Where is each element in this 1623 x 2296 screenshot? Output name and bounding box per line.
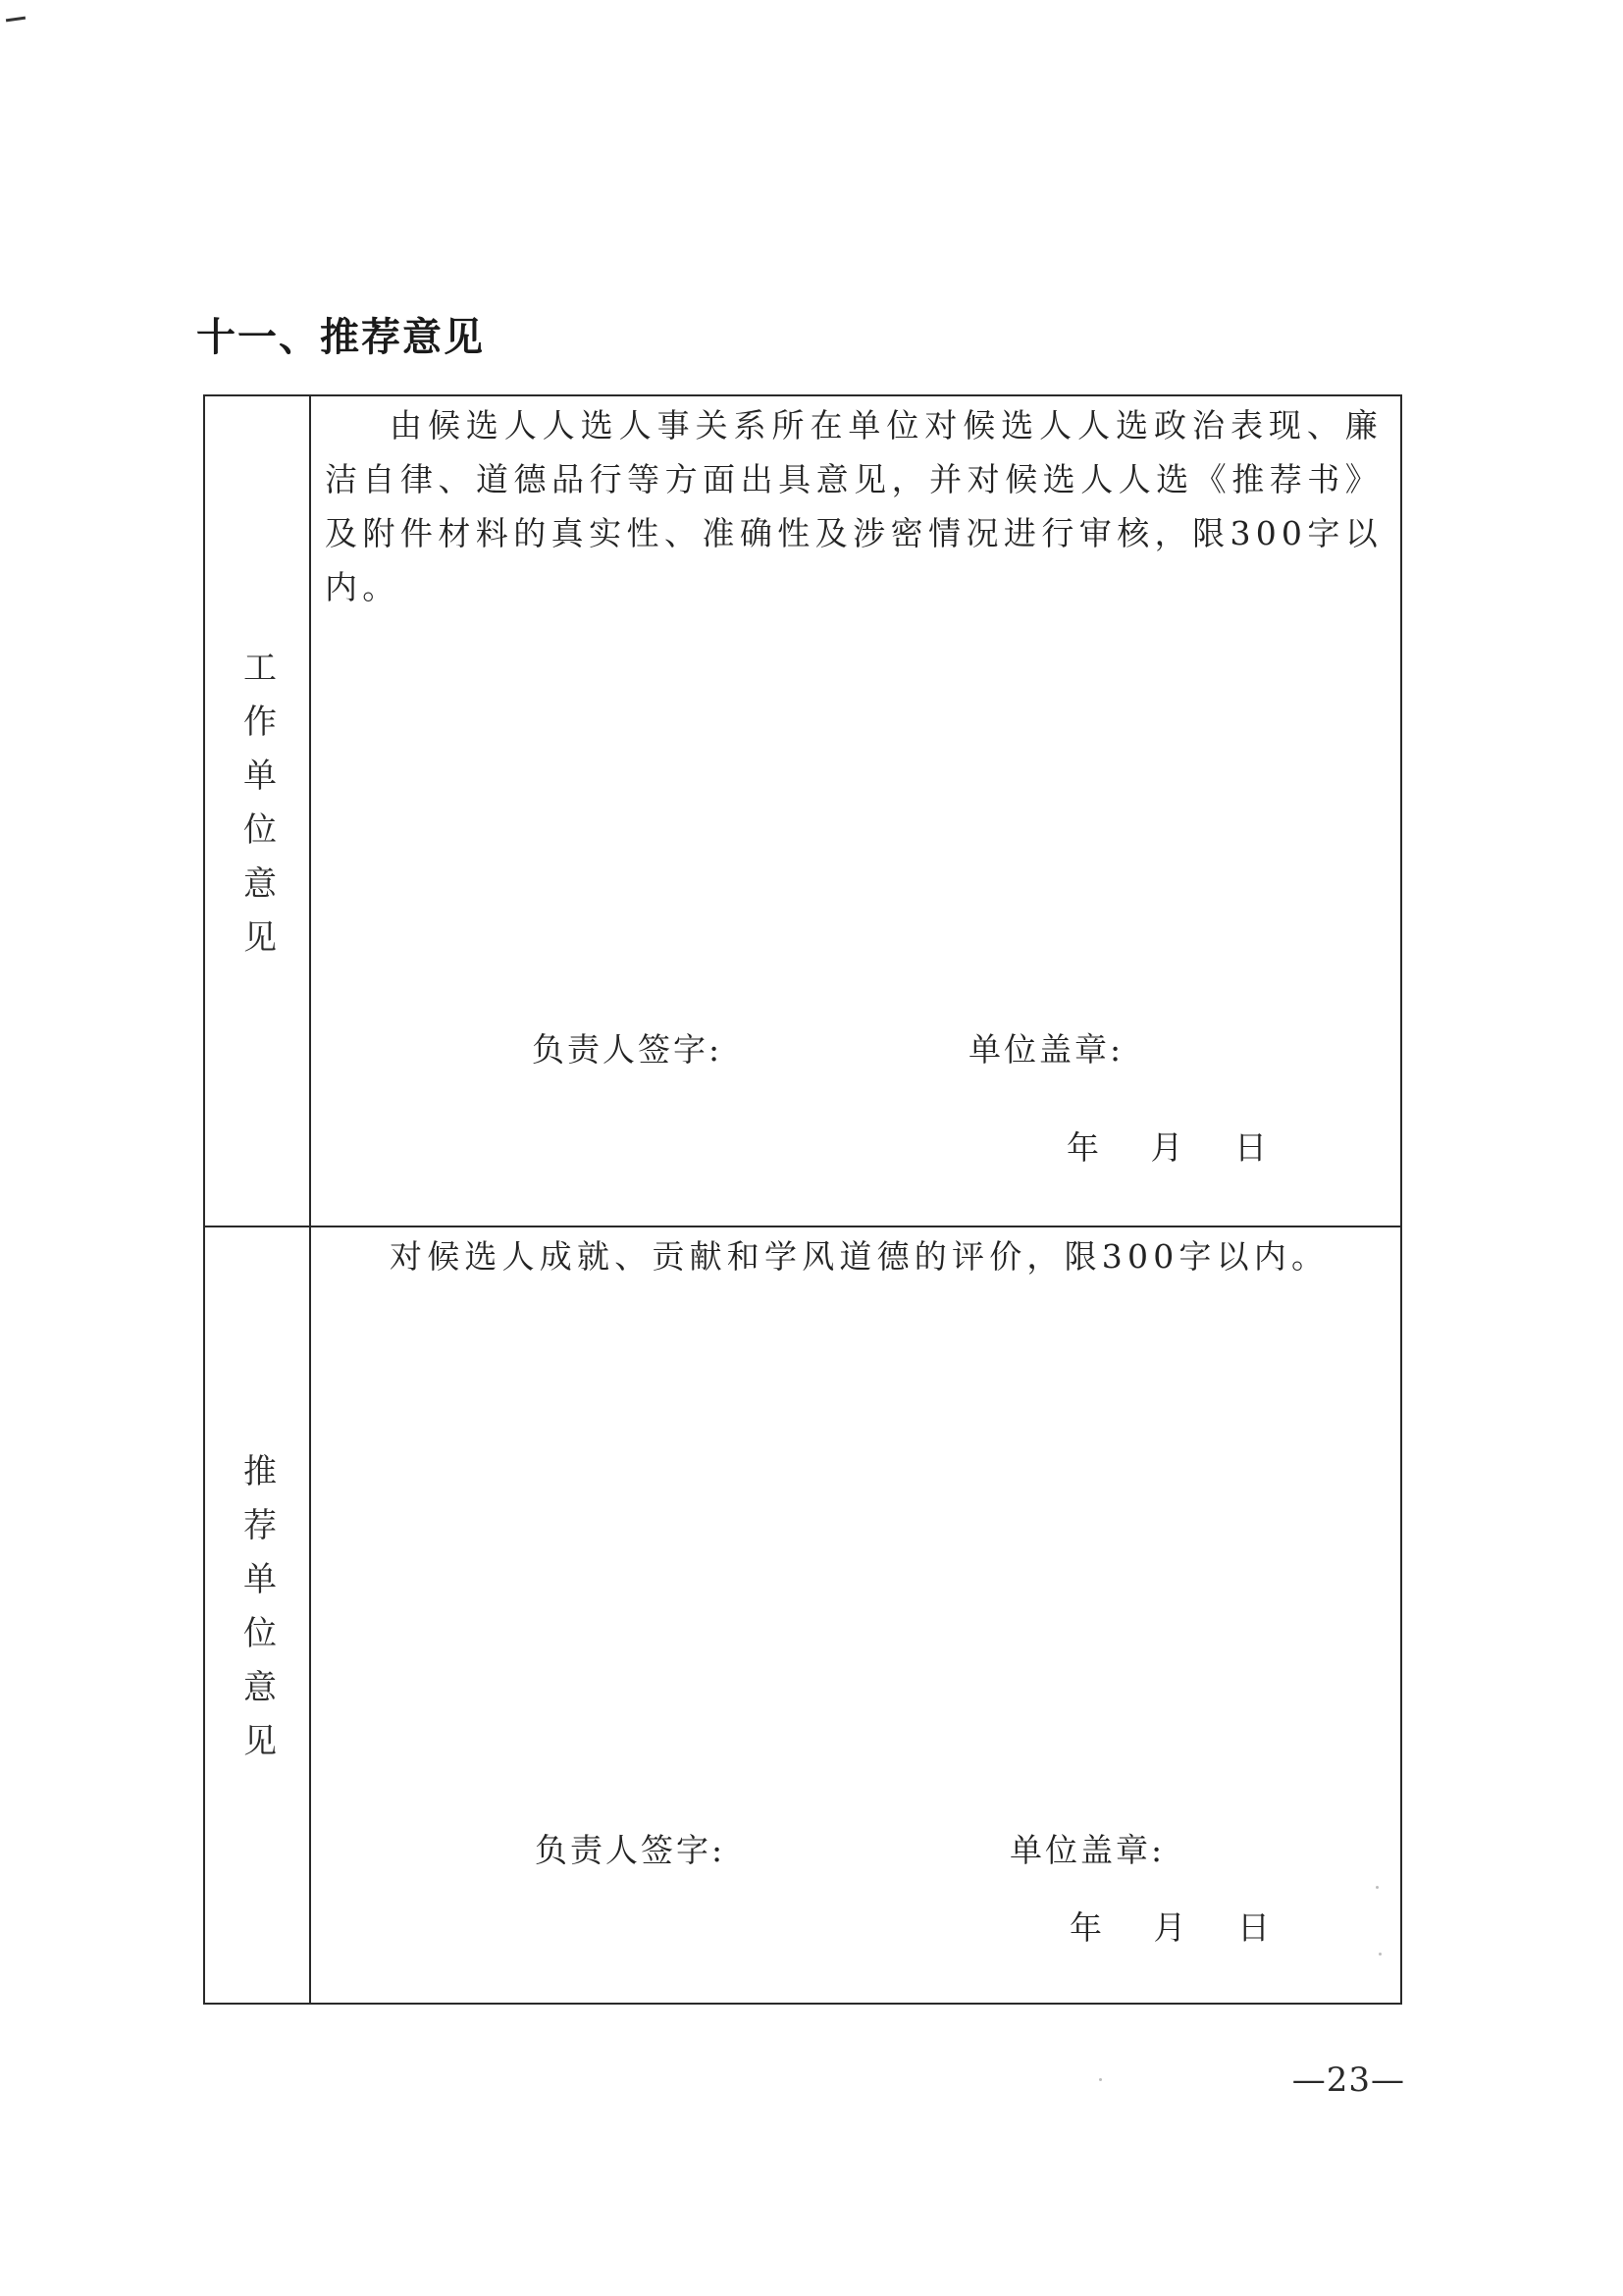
row-label-cell — [205, 396, 311, 1226]
date-label: 年 月 日 — [1070, 1908, 1270, 1947]
work-unit-opinion-row — [205, 396, 1400, 1227]
date-label: 年 月 日 — [1067, 1128, 1267, 1167]
unit-seal-label: 单位盖章: — [1010, 1831, 1166, 1869]
section-title: 十一、推荐意见 — [196, 315, 485, 360]
recommendation-opinion-table — [203, 394, 1402, 2005]
scan-speck — [1379, 1953, 1382, 1956]
recommending-unit-opinion-content[interactable] — [311, 1227, 1400, 2003]
work-unit-opinion-content[interactable] — [311, 396, 1400, 1226]
scan-speck — [1376, 1886, 1379, 1889]
recommending-unit-instruction-text: 对候选人成就、贡献和学风道德的评价，限300字以内。 — [390, 1237, 1330, 1276]
scan-speck — [1099, 2078, 1102, 2081]
work-unit-instruction-text: 由候选人人选人事关系所在单位对候选人人选政治表现、廉洁自律、道德品行等方面出具意见，并对候选人人选《推荐书》及附件材料的真实性、准确性及涉密情况进行审核，限300字以内。 — [325, 406, 1383, 606]
work-unit-opinion-label: 工作单位意见 — [236, 649, 277, 973]
recommending-unit-opinion-label: 推荐单位意见 — [236, 1453, 277, 1777]
unit-seal-label: 单位盖章: — [969, 1030, 1125, 1069]
responsible-person-signature-label: 负责人签字: — [535, 1831, 726, 1869]
recommending-unit-opinion-row — [205, 1227, 1400, 2003]
scan-corner-mark — [6, 17, 26, 23]
row-label-cell — [205, 1227, 311, 2003]
page-number: —23— — [1291, 2061, 1405, 2100]
responsible-person-signature-label: 负责人签字: — [532, 1030, 723, 1069]
